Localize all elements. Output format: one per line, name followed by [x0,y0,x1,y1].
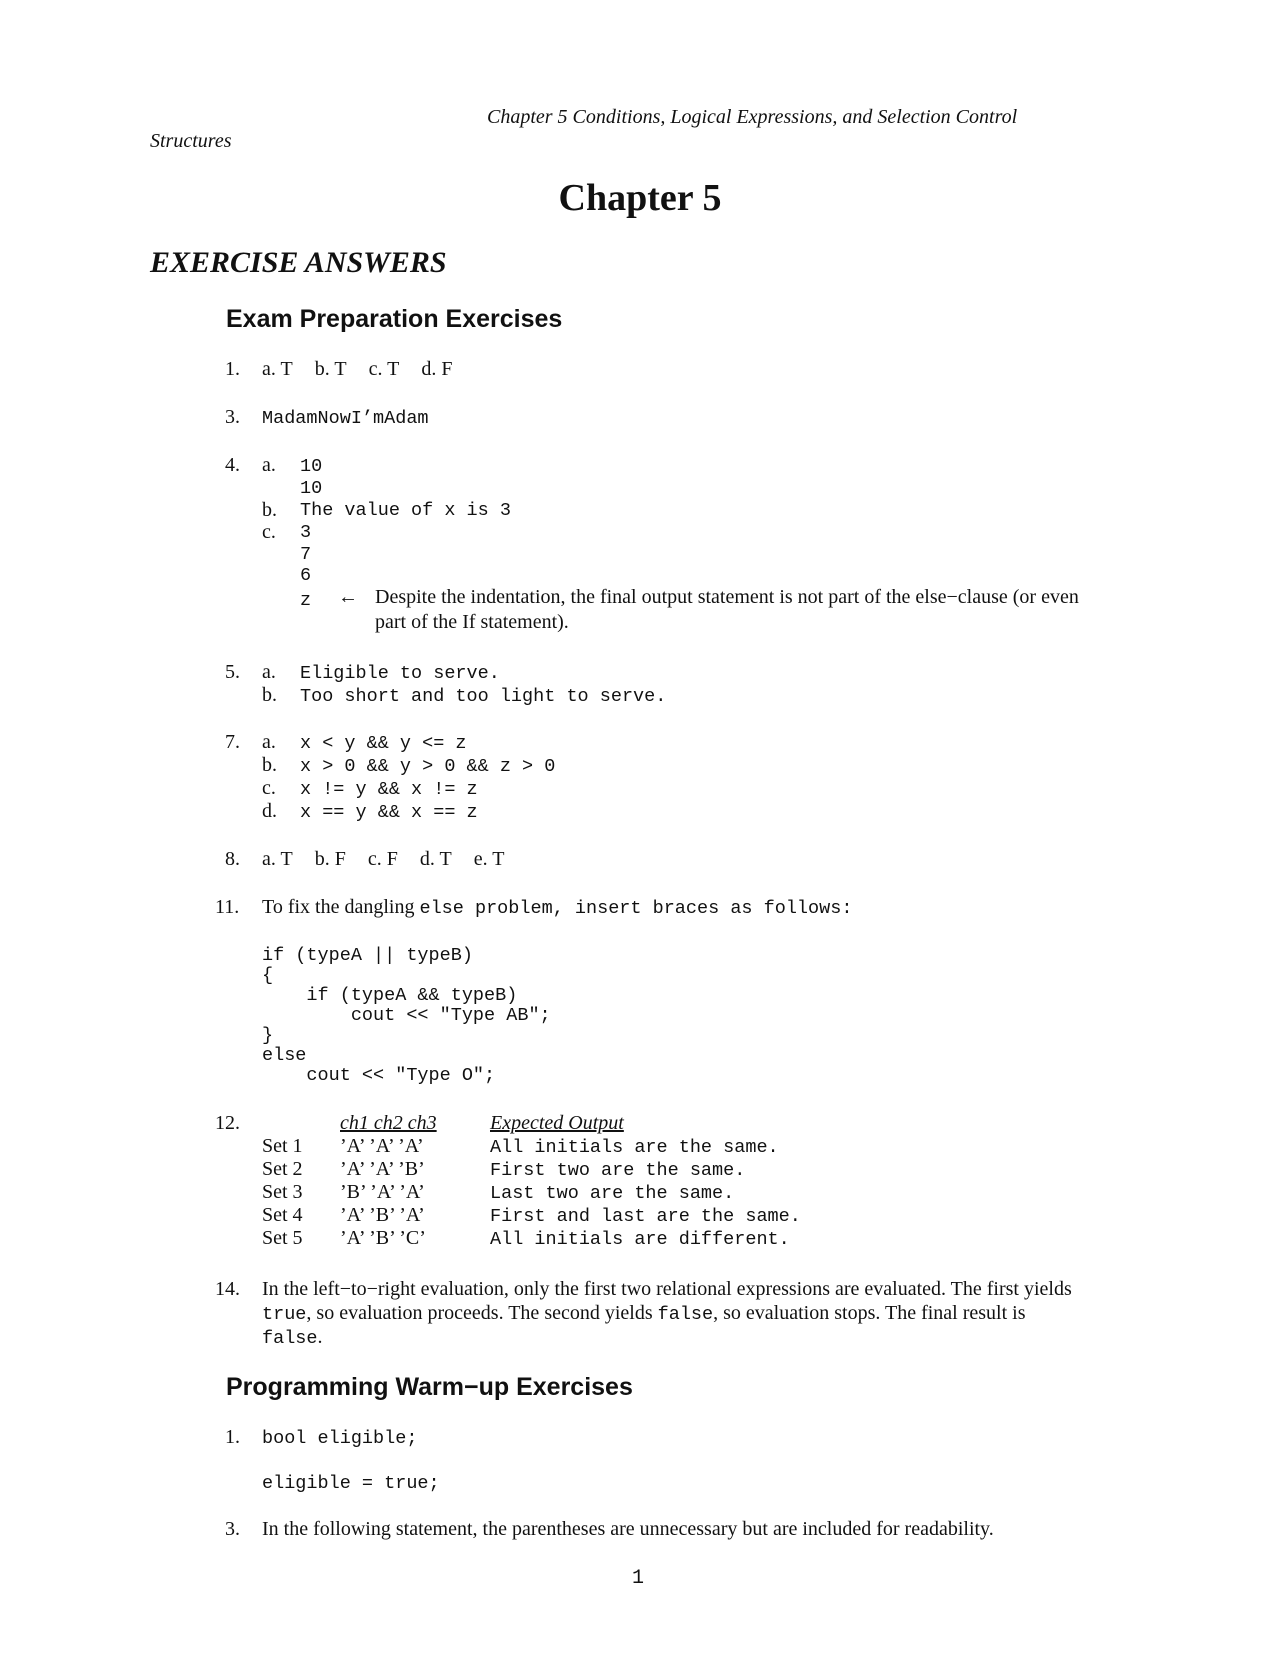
q12-output: All initials are the same. [490,1137,779,1158]
q4-c-line3: 6 [300,565,312,586]
q4-label-a: a. [262,454,276,476]
left-arrow-icon: ← [338,586,358,608]
q7-expr: x < y && y <= z [300,733,467,754]
q12-output-header: Expected Output [490,1112,624,1134]
q7-expr: x == y && x == z [300,802,478,823]
q12-output: Last two are the same. [490,1183,735,1204]
q12-set-label: Set 4 [262,1204,303,1226]
q3-answer: MadamNowI’mAdam [262,408,429,429]
q8-answer-c: c. F [367,848,398,870]
q12-set-label: Set 3 [262,1181,303,1203]
q12-output: All initials are different. [490,1229,790,1250]
question-number: 5. [225,661,240,683]
q12-set-label: Set 1 [262,1135,303,1157]
q7-label: c. [262,777,276,799]
q12-chars: ’A’ ’A’ ’A’ [340,1135,424,1157]
question-number: 8. [225,848,240,870]
section-heading-exam-prep: Exam Preparation Exercises [226,305,563,333]
question-number: 1. [225,1426,240,1448]
running-header-line2: Structures [150,130,232,152]
warmup-q1-line2: eligible = true; [262,1473,440,1494]
q7-label: a. [262,731,276,753]
q14-line3 [262,1326,323,1349]
q1-answer-c: c. T [368,358,400,380]
q11-code-line: cout << "Type AB"; [262,1005,551,1026]
q7-label: b. [262,754,277,776]
running-header-line1: Chapter 5 Conditions, Logical Expressions, and Selection Control [487,106,1018,128]
q4-label-b: b. [262,499,277,521]
q14-code-false-result: false [262,1328,318,1349]
q8-answer-a: a. T [262,848,293,870]
page-number: 1 [632,1567,645,1590]
chapter-title: Chapter 5 [558,177,722,219]
q14-code-false: false [657,1304,714,1325]
q14-text: , so evaluation stops. The final result is [713,1302,1026,1324]
q14-text: , so evaluation proceeds. The second yields [306,1302,658,1324]
q12-output: First and last are the same. [490,1206,801,1227]
q11-code-line: else [262,1045,307,1066]
q14-line1: In the left−to−right evaluation, only the first two relational expressions are evaluated. The first yields [262,1278,1072,1300]
warmup-q3-text: In the following statement, the parentheses are unnecessary but are included for readability. [262,1518,994,1540]
q11-intro-code: else problem, insert braces as follows: [419,898,853,919]
q11-code-line: { [262,965,274,986]
main-heading: EXERCISE ANSWERS [150,246,447,279]
q11-code-line: if (typeA && typeB) [262,985,518,1006]
q12-output: First two are the same. [490,1160,746,1181]
q7-expr: x > 0 && y > 0 && z > 0 [300,756,556,777]
q12-col-header: ch1 ch2 ch3 [340,1112,437,1134]
q4-b-line: The value of x is 3 [300,500,511,521]
question-number: 11. [215,896,240,918]
q14-code-true: true [262,1304,307,1325]
q4-a-line2: 10 [300,478,323,499]
q4-note-line2: part of the If statement). [375,611,569,633]
q14-line2 [262,1302,1026,1325]
q12-chars: ’B’ ’A’ ’A’ [340,1181,425,1203]
q14-period: . [317,1326,323,1348]
question-number: 14. [215,1278,240,1300]
q4-c-line2: 7 [300,544,312,565]
question-number: 3. [225,406,240,428]
q5-a: Eligible to serve. [300,663,500,684]
q11-code-line: cout << "Type O"; [262,1065,496,1086]
q12-chars: ’A’ ’B’ ’C’ [340,1227,426,1249]
warmup-q1-line1: bool eligible; [262,1428,418,1449]
q8-answer-e: e. T [473,848,505,870]
question-number: 7. [225,731,240,753]
q4-c-line1: 3 [300,522,312,543]
q12-chars: ’A’ ’A’ ’B’ [340,1158,425,1180]
question-number: 1. [225,358,240,380]
q1-answers [262,358,474,381]
q8-answer-d: d. T [419,848,452,870]
q8-answer-b: b. F [314,848,346,870]
q11-code-line: } [262,1025,274,1046]
q5-label-b: b. [262,684,277,706]
q7-expr: x != y && x != z [300,779,478,800]
question-number: 12. [215,1112,240,1134]
q1-answer-a: a. T [262,358,293,380]
q4-note-line1: Despite the indentation, the final output statement is not part of the else−clause (or even [375,586,1079,608]
q4-label-c: c. [262,521,276,543]
q12-set-label: Set 2 [262,1158,303,1180]
q12-set-label: Set 5 [262,1227,303,1249]
q4-a-line1: 10 [300,456,323,477]
q8-answers [262,848,526,871]
q12-chars: ’A’ ’B’ ’A’ [340,1204,425,1226]
q7-label: d. [262,800,277,822]
q11-intro-text: To fix the dangling [262,896,420,918]
q11-code-line: if (typeA || typeB) [262,945,473,966]
q1-answer-d: d. F [421,358,453,380]
q1-answer-b: b. T [314,358,347,380]
q5-label-a: a. [262,661,276,683]
question-number: 3. [225,1518,240,1540]
q4-c-line4: z [300,590,312,611]
question-number: 4. [225,454,240,476]
q5-b: Too short and too light to serve. [300,686,667,707]
section-heading-warmup: Programming Warm−up Exercises [226,1373,633,1401]
q11-intro [262,896,852,919]
